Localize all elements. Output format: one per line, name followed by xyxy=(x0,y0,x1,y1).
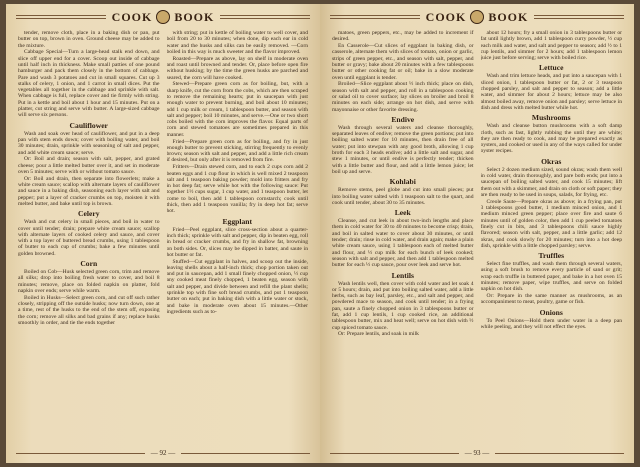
text-column xyxy=(167,30,309,443)
paragraph: Wash through several waters and cleanse thoroughly, separated leaves of endive; remove the green portions; put into boiling salted water for 10 minutes, then drain free of all water; put into stewpan with any good broth, allowing 1 cup broth for each 3 heads endive; add a little salt and sugar, and stew 1 minutes, or until endive is perfectly tender; thicken with a little butter and flour, and add a little lemon juice; let boil up and serve. xyxy=(332,124,474,175)
paragraph: Wash and cleanse button mushrooms with a soft damp cloth, such as fast, lightly rubbing the until they are white; they are then ready to cook, and may be prepared exactly as oysters, and cooked or used in any of the ways called for under oyster recipes. xyxy=(480,123,622,155)
right-page-columns xyxy=(332,30,622,443)
text-column xyxy=(18,30,160,443)
section-heading: Cauliflower xyxy=(69,120,108,130)
header-title xyxy=(420,10,535,25)
section-heading: Corn xyxy=(80,259,98,268)
paragraph: Fritters—Drain stewed corn, and to each 2 cups corn add 2 beaten eggs and 1 cup flour in which is well mixed 2 teaspoon salt and 1 teaspoon baking powder; mold into fritters and fry in hot deep fat; serve while hot with the following sauce: Put together 1½ cups sugar, 1 cup water, and 1 teaspoon butter, let come to boil, then add 1 tablespoon cornstarch; cook until thick, then add 1 teaspoon vanilla; fry in deep hot fat; serve hot. xyxy=(166,164,308,215)
section-heading: Lentils xyxy=(391,270,414,280)
section-heading: Celery xyxy=(77,209,100,219)
paragraph: matoes, green peppers, etc., may be added to increment if desired. xyxy=(332,30,474,43)
text-column xyxy=(481,30,623,443)
paragraph: Creole Saute—Prepare okras as above; in a frying pan, put 3 tablespoons good butter, 1 medium minced onion, and 1 medium minced green pepper; place over fire and saute 6 minutes until of golden color, then add 1 cup peeled tomatoes finely cut in bits, and 3 tablespoons chili sauce highly flavored; season with salt, pepper, and a little garlic; add 12 okras, and cook slowly for 20 minutes; turn into a hot deep dish, sprinkle with a little chopped parsley; serve. xyxy=(480,198,622,249)
paragraph: Select fine truffles, and wash them through several waters, using a soft brush to remove every particle of sand or grit; wrap each truffle in buttered paper, and bake in a hot oven 15 minutes; remove paper, wipe truffles, and serve on folded napkin on hot dish. xyxy=(480,261,622,293)
paragraph: Or: Prepare in the same manner as mushrooms, as an accompaniment to meat, poultry, game or fish. xyxy=(480,293,622,306)
section-heading: Endive xyxy=(391,114,415,124)
text-column xyxy=(332,30,474,443)
right-page-footer xyxy=(330,447,624,459)
paragraph: To Peel Onions—Hold them under water in a deep pan while peeling, and they will not effect the eyes. xyxy=(480,317,622,330)
header-title-cook: COOK xyxy=(425,9,467,24)
paragraph: Roasted—Prepare as above, lay on shelf in moderate oven and roast until browned and tender. Or, place before open fire without husking; by the time the green husks are parched and seared, the corn will have cooked. xyxy=(166,55,308,81)
section-heading: Okras xyxy=(541,156,562,166)
page-number: — 93 — xyxy=(464,449,490,457)
paragraph: Cleanse, and cut leek in about two-inch lengths and place them in cold water for 30 to 40 minutes to become crisp; drain, and boil in salted water to cover about 30 minutes, or until tender; drain; rinse in cold water, and drain again; make a plain white cream sauce, using 1 tablespoon each of melted butter and flour, and ½ cup milk for each bunch of leek cooked; season with salt and pepper, and then add 1 tablespoon melted butter for each ½ cup sauce, pour over leek and serve hot. xyxy=(332,218,474,269)
paragraph: Wash and trim lettuce heads, and put into a saucepan with 1 sliced onion, 1 tablespoon butter or fat, 2 or 3 teaspoon chopped parsley, and salt and pepper to season; add a little water, and simmer for about 2 hours; lettuce may be also almost boiled away, remove onion and parsley; serve lettuce in dish and dress with melted butter while hot. xyxy=(480,73,622,111)
paragraph: Cabbage Special—Turn a large-head stalk end down, and slice off upper end for a cover. Scoop out inside of cabbage until half inch in thickness. Make small patties of one pound hamburger and pack them closely in the bottom of cabbage. Pare and wash 3 potatoes and cut in small squares. Cut up 3 stalks of celery, 1 onion, and 1 carrot in small dices. Put the vegetables all together in the cabbage and sprinkle with salt. When cabbage is full, replace cover and tie firmly with string. Put in a kettle and boil about 1 hour and 15 minutes. Put on a platter, cut string and serve with butter. A large-sized cabbage will serve six persons. xyxy=(18,49,160,119)
paragraph: En Casserole—Cut slices of eggplant in baking dish, or casserole, alternate them with slices of tomato, onion or garlic, strips of green pepper, etc., and season with salt, pepper, and butter or gravy; bake about 20 minutes with a few tablespoons butter or other cooking fat or oil; bake in a slow moderate oven until eggplant is tender. xyxy=(332,43,474,81)
paragraph: Wash lentils well, then cover with cold water and let soak 4 or 5 hours; drain, and put into boiling salted water, add a little herbs, such as bay leaf, parsley, etc., and salt and pepper, and powdered mace to season, and cook until tender; in a frying pan, saute a finely chopped onion in 3 tablespoons butter or fat, add 1 cup lentils, 1 cup cooked rice, an additional tablespoon butter, mix and heat well; serve on hot dish with ½ cup spiced tomato sauce. xyxy=(332,280,474,331)
section-heading: Leek xyxy=(394,208,411,218)
footer-rule xyxy=(495,453,624,454)
header-title-cook: COOK xyxy=(111,9,153,24)
header-title-book: BOOK xyxy=(488,9,529,24)
paragraph: Remove stems, peel globe and cut into small pieces; put into boiling water salted with 1 teaspoon salt to the quart, and cook until tender, about 30 to 35 minutes. xyxy=(332,187,474,206)
left-page xyxy=(6,4,320,463)
paragraph: Or: Prepare lentils, and soak in milk xyxy=(338,331,419,338)
footer-rule xyxy=(16,453,145,454)
right-page xyxy=(320,4,634,463)
emblem-icon xyxy=(470,10,484,24)
left-page-footer xyxy=(16,447,310,459)
paragraph: Fried—Peel eggplant, slice cross-section about a quarter-inch thick; sprinkle with salt and pepper, dip in beaten egg, roll in bread or cracker crumbs, and fry in shallow fat, browning on both sides. Or, slices may be dipped in batter, and saute in hot butter or fat. xyxy=(166,226,308,258)
paragraph: Select 2 dozen medium sized, sound okras; wash them well in cold water, drain thoroughly, and pare both ends; put into a saucepan of boiling salted water, and cook 15 minutes; lift them out with a skimmer, and drain on cloth or soft paper; they are then ready to be used in soups, salads, for frying, etc. xyxy=(480,166,622,198)
section-heading: Eggplant xyxy=(222,216,253,226)
paragraph: Stuffed—Cut eggplant in halves, and scoop out the inside, leaving shells about a half-inch thick; chop portion taken out and put in saucepan, add 1 small finely chopped onion, ½ cup any cooked meat finely chopped, 1 beaten egg, season with salt and pepper, and divide between and refill the plant shells; sprinkle top with fine soft bread crumbs, and put 1 teaspoon butter on each; put in baking dish with a little water or stock, and bake in moderate oven about 15 minutes.—Other ingredients such as to- xyxy=(166,258,308,315)
paragraph: with string; put in kettle of boiling water to well cover, and boil from 20 to 30 minutes; when done, dip each ear in cold water and the husks and silks can be easily removed. —Corn boiled in this way is much sweeter and the flavor improved. xyxy=(166,30,308,55)
paragraph: Wash and cut celery in small pieces, and boil in water to cover until tender; drain; prepare white cream sauce; scallop with alternate layers of cooked celery and sauce, and cover with a top layer of buttered bread crumbs, using 1 tablespoon of butter to each cup of crumbs; bake a few minutes until golden browned. xyxy=(18,219,160,257)
header-title xyxy=(106,10,221,25)
paragraph: Boiled on Cob—Husk selected green corn, trim and remove all silks; drop into boiling fresh water to cover, and boil 8 minutes; remove, place on folded napkin on platter, fold napkin over ends; serve while warm. xyxy=(18,269,160,294)
left-page-header xyxy=(16,8,310,26)
paragraph: Boiled in Husks—Select green corn, and cut off such rather closely, stripping off the outside husks; now turn down, one at a time, rest of the husks to the end of the stem off, exposing the corn; remove all silks and bad grains if any; replace husks smoothly in order, and tie the ends together xyxy=(18,294,160,326)
footer-rule xyxy=(330,453,459,454)
header-rule xyxy=(330,15,420,19)
paragraph: Or: Boil and drain; season with salt, pepper, and grated cheese; pour a little melted butter over it, and set in moderate oven 5 minutes; serve with or without tomato sauce. xyxy=(18,156,160,175)
left-page-columns xyxy=(18,30,308,443)
footer-rule xyxy=(181,453,310,454)
book-spread xyxy=(6,4,634,463)
emblem-icon xyxy=(156,10,170,24)
header-rule xyxy=(220,15,310,19)
paragraph: about 12 hours; fry a small onion in 3 tablespoons butter or fat until lightly brown, add 1 tablespoon curry powder, ½ cup each milk and water, and salt and pepper to season; add ½ to 1 cup lentils, and simmer for 2 hours; add 1 tablespoon lemon juice just before serving; serve with boiled rice. xyxy=(480,30,622,62)
paragraph: tender, remove cloth, place in a baking dish or pan, put butter on top, brown in oven. Ground cheese may be added to the mixture. xyxy=(18,30,160,49)
page-number: — 92 — xyxy=(150,449,176,457)
section-heading: Onions xyxy=(539,307,563,317)
section-heading: Truffles xyxy=(538,251,565,261)
paragraph: Broiled—Slice eggplant about ½ inch thick; place on dish, season with salt and pepper, and roll in a tablespoon cooking or salad oil to cover surface; lay slices on broiler and broil 8 minutes on each side; arrange on hot dish, and serve with mayonnaise or other favorite dressing. xyxy=(332,81,474,113)
paragraph: Wash and soak over head of cauliflower, and put in a deep pan with stem ends down; cover with boiling water, and boil 30 minutes; drain, sprinkle with seasoning of salt and pepper, and add white cream sauce; serve. xyxy=(18,130,160,156)
header-rule xyxy=(534,15,624,19)
header-rule xyxy=(16,15,106,19)
section-heading: Kohlabi xyxy=(389,177,416,187)
paragraph: Fried—Prepare green corn as for boiling, and fry in just enough butter to prevent sticking, stirring frequently to evenly brown; season with salt and pepper, and add a little rich cream if desired, but only after it is removed from fire. xyxy=(166,138,308,164)
paragraph: Stewed—Prepare green corn as for boiling, but, with a sharp knife, cut the corn from the cobs, which are then scraped to remove the remaining hearts; put in saucepan with just enough water to prevent burning, and boil about 10 minutes; add 1 cup milk or cream, 1 tablespoon butter, and season with salt and pepper; boil 10 minutes, and serve.—One or two short cobs boiled with the corn improves the flavor. Equal parts of corn and stewed tomatoes are sometimes prepared in this manner. xyxy=(166,81,308,138)
right-page-header xyxy=(330,8,624,26)
header-title-book: BOOK xyxy=(174,9,215,24)
section-heading: Lettuce xyxy=(539,63,564,73)
paragraph: Or: Boil and drain, then separate into flowerlets; make a white cream sauce; scallop with alternate layers of cauliflower and sauce in a baking dish, seasoning each layer with salt and pepper; put a layer of cracker crumbs on top, moisten it with melted butter, and bake until top is brown. xyxy=(18,175,160,207)
section-heading: Mushrooms xyxy=(531,113,571,123)
